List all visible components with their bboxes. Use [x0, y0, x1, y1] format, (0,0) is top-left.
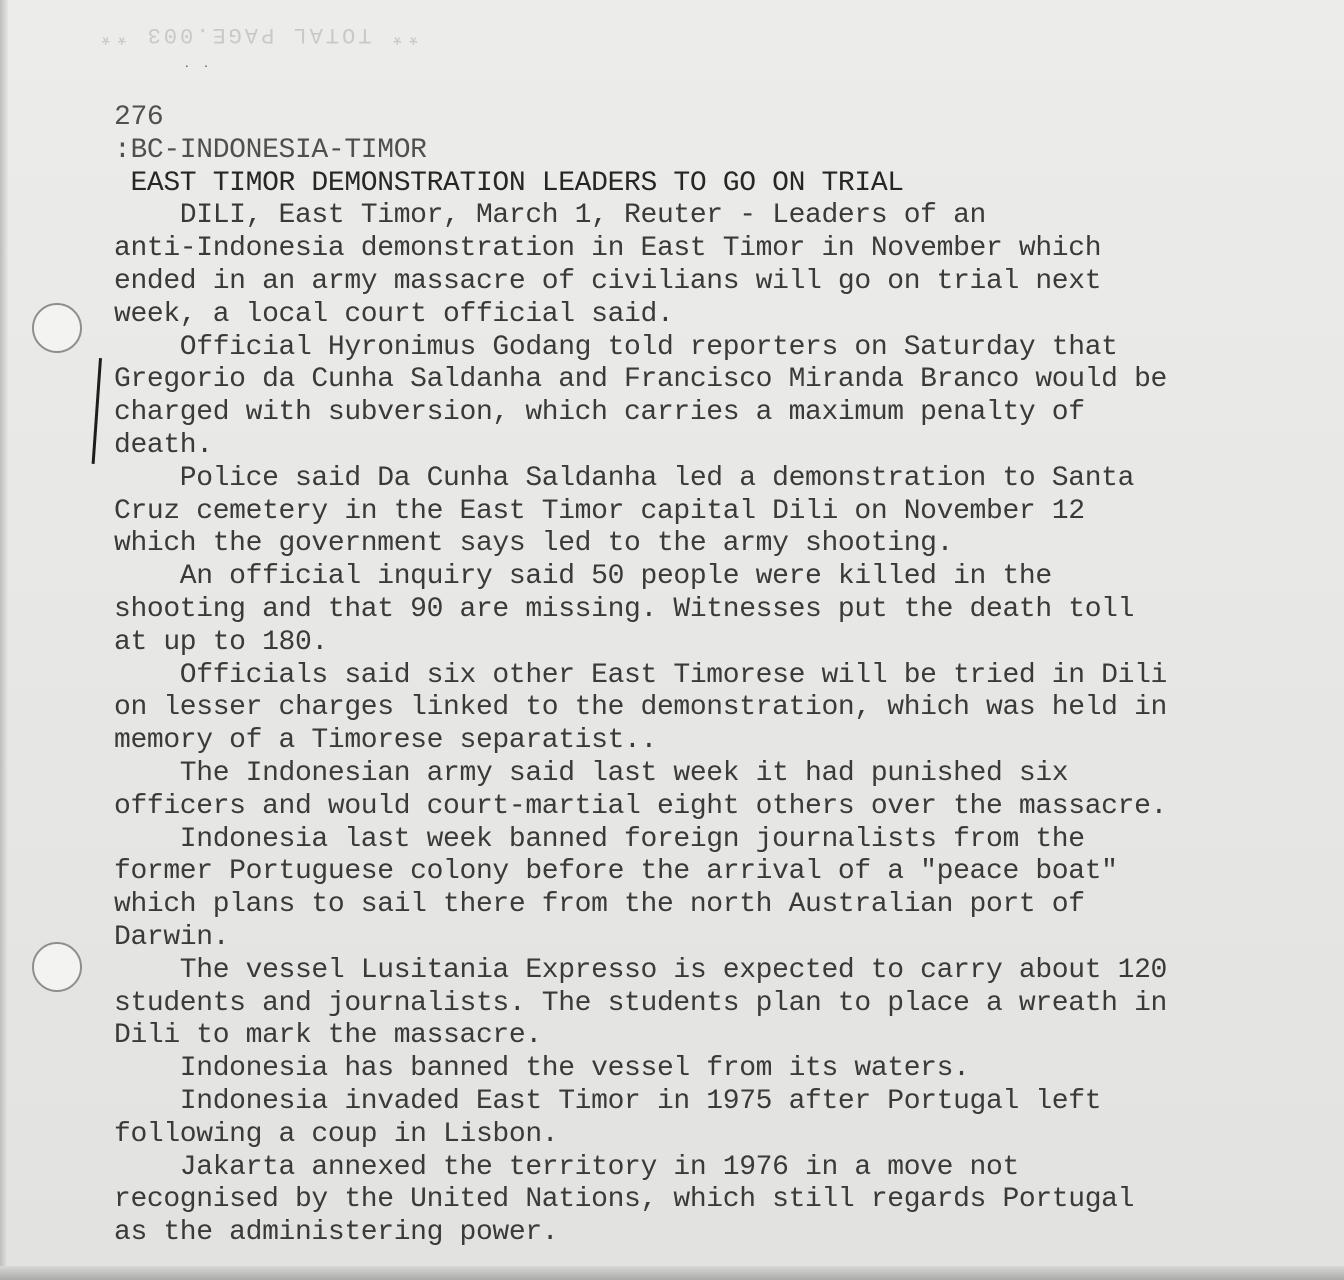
body-line: officers and would court-martial eight others over the massacre. [114, 790, 1167, 822]
body-line: Jakarta annexed the territory in 1976 in a move not [114, 1151, 1019, 1183]
body-line: recognised by the United Nations, which still regards Portugal [114, 1184, 1135, 1216]
body-line: Cruz cemetery in the East Timor capital Dili on November 12 [114, 495, 1085, 527]
body-line: The vessel Lusitania Expresso is expected to carry about 120 [114, 954, 1167, 986]
body-line: which plans to sail there from the north Australian port of [114, 889, 1085, 921]
scan-specks: ˙ ˙ [182, 64, 211, 82]
body-line: following a coup in Lisbon. [114, 1118, 559, 1150]
margin-pen-mark [92, 358, 102, 464]
body-line: on lesser charges linked to the demonstration, which was held in [114, 692, 1167, 724]
body-line: week, a local court official said. [114, 298, 674, 330]
body-line: Police said Da Cunha Saldanha led a demonstration to Santa [114, 462, 1135, 494]
reverse-bleed-text: ** TOTAL PAGE.003 ** [96, 22, 421, 47]
body-line: Darwin. [114, 921, 230, 953]
body-line: The Indonesian army said last week it had punished six [114, 757, 1069, 789]
body-line: Indonesia invaded East Timor in 1975 after Portugal left [114, 1085, 1102, 1117]
body-line: anti-Indonesia demonstration in East Timor in November which [114, 233, 1102, 265]
page-bottom-edge [0, 1266, 1344, 1280]
body-line: DILI, East Timor, March 1, Reuter - Leaders of an [114, 200, 986, 232]
body-line: death. [114, 429, 213, 461]
body-line: Gregorio da Cunha Saldanha and Francisco Miranda Branco would be [114, 364, 1167, 396]
story-slug: :BC-INDONESIA-TIMOR [114, 134, 427, 166]
body-line: former Portuguese colony before the arrival of a "peace boat" [114, 856, 1118, 888]
story-headline [114, 168, 1314, 201]
page-left-edge [0, 0, 8, 1280]
body-line: charged with subversion, which carries a maximum penalty of [114, 397, 1085, 429]
body-line: Dili to mark the massacre. [114, 1020, 542, 1052]
wire-story [114, 102, 1314, 1250]
body-line: memory of a Timorese separatist.. [114, 725, 657, 757]
body-line: Indonesia has banned the vessel from its waters. [114, 1053, 970, 1085]
body-line: which the government says led to the army shooting. [114, 528, 954, 560]
headline-text: EAST TIMOR DEMONSTRATION LEADERS TO GO ON TRIAL [130, 167, 904, 199]
punch-hole-bottom [32, 942, 82, 992]
punch-hole-top [32, 303, 82, 353]
story-number: 276 [114, 102, 164, 133]
body-line: students and journalists. The students plan to place a wreath in [114, 987, 1167, 1019]
body-line: as the administering power. [114, 1217, 559, 1249]
body-line: Officials said six other East Timorese will be tried in Dili [114, 659, 1167, 691]
body-line: at up to 180. [114, 626, 328, 658]
body-line: ended in an army massacre of civilians will go on trial next [114, 265, 1102, 297]
body-line: An official inquiry said 50 people were killed in the [114, 561, 1052, 593]
body-line: Official Hyronimus Godang told reporters on Saturday that [114, 331, 1118, 363]
body-line: Indonesia last week banned foreign journalists from the [114, 823, 1085, 855]
body-line: shooting and that 90 are missing. Witnesses put the death toll [114, 593, 1135, 625]
